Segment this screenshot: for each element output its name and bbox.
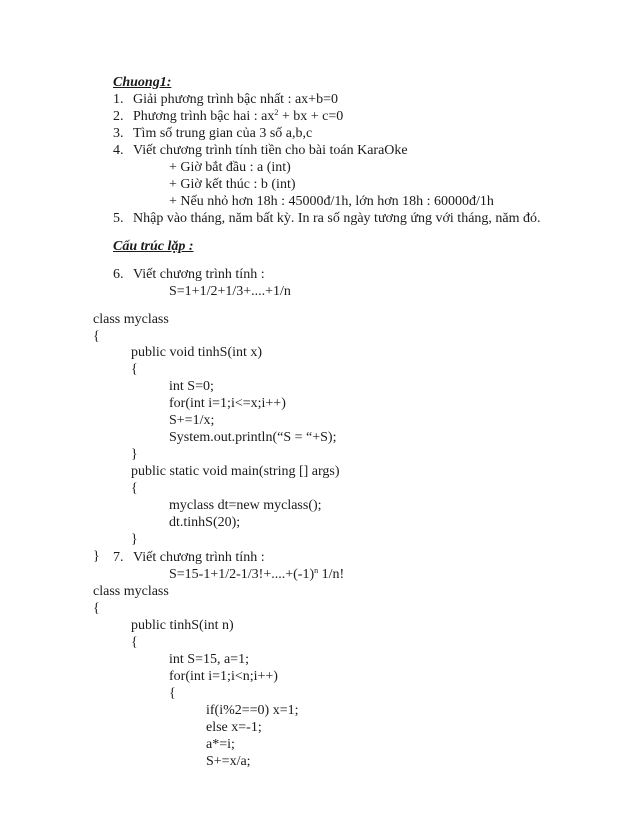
- list-item: [113, 108, 124, 126]
- code-line: if(i%2==0) x=1;: [206, 703, 299, 718]
- list-item: [113, 549, 124, 567]
- code-line: {: [169, 686, 176, 701]
- item-number: 2.: [113, 109, 124, 124]
- item-number: 5.: [113, 211, 124, 226]
- section-heading-chuong1: Chuong1:: [113, 75, 172, 90]
- code-line: {: [93, 601, 100, 616]
- list-item-text: Nhập vào tháng, năm bất kỳ. In ra số ngày tương ứng với tháng, năm đó.: [133, 211, 541, 226]
- code-line: {: [131, 635, 138, 650]
- code-line: a*=i;: [206, 737, 235, 752]
- list-item-text: Tìm số trung gian của 3 số a,b,c: [133, 126, 313, 141]
- sub-item: + Giờ kết thúc : b (int): [169, 177, 296, 192]
- list-item: [113, 210, 124, 228]
- list-item-text: Viết chương trình tính :: [133, 550, 265, 565]
- section-heading-loop: Cấu trúc lặp :: [113, 239, 194, 254]
- code-line: else x=-1;: [206, 720, 262, 735]
- list-item: [113, 142, 124, 160]
- code-line: }: [131, 447, 138, 462]
- code-line: }: [131, 532, 138, 547]
- item-number: 7.: [113, 550, 124, 565]
- code-line: class myclass: [93, 312, 169, 327]
- code-line: public static void main(string [] args): [131, 464, 340, 479]
- superscript: n: [314, 566, 319, 575]
- code-line: for(int i=1;i<n;i++): [169, 669, 278, 684]
- code-line: System.out.println(“S = “+S);: [169, 430, 337, 445]
- item-number: 1.: [113, 92, 124, 107]
- list-item: [113, 125, 124, 143]
- formula-part: 1/n!: [318, 567, 345, 582]
- code-line: public tinhS(int n): [131, 618, 234, 633]
- code-line: for(int i=1;i<=x;i++): [169, 396, 286, 411]
- code-line: public void tinhS(int x): [131, 345, 263, 360]
- list-item-text: Giải phương trình bậc nhất : ax+b=0: [133, 92, 338, 107]
- formula-part: S=15-1+1/2-1/3!+....+(-1): [169, 567, 315, 582]
- item-number: 4.: [113, 143, 124, 158]
- code-line: }: [93, 549, 100, 564]
- sub-item: + Nếu nhỏ hơn 18h : 45000đ/1h, lớn hơn 18h : 60000đ/1h: [169, 194, 494, 209]
- text-part: Phương trình bậc hai : ax: [133, 109, 275, 124]
- code-line: int S=0;: [169, 379, 214, 394]
- item-number: 3.: [113, 126, 124, 141]
- list-item-text: Viết chương trình tính :: [133, 267, 265, 282]
- list-item-text: Viết chương trình tính tiền cho bài toán KaraOke: [133, 143, 408, 158]
- code-line: class myclass: [93, 584, 169, 599]
- code-line: S+=x/a;: [206, 754, 251, 769]
- formula: S=1+1/2+1/3+....+1/n: [169, 284, 291, 299]
- sub-item: + Giờ bắt đầu : a (int): [169, 160, 291, 175]
- item-number: 6.: [113, 267, 124, 282]
- code-line: myclass dt=new myclass();: [169, 498, 322, 513]
- text-part: + bx + c=0: [278, 109, 344, 124]
- code-line: {: [93, 329, 100, 344]
- code-line: int S=15, a=1;: [169, 652, 249, 667]
- formula: [169, 566, 344, 584]
- superscript: 2: [274, 108, 279, 117]
- code-line: {: [131, 362, 138, 377]
- list-item-text: [133, 108, 343, 126]
- code-line: S+=1/x;: [169, 413, 215, 428]
- list-item: [113, 266, 124, 284]
- list-item: [113, 91, 124, 109]
- code-line: dt.tinhS(20);: [169, 515, 241, 530]
- code-line: {: [131, 481, 138, 496]
